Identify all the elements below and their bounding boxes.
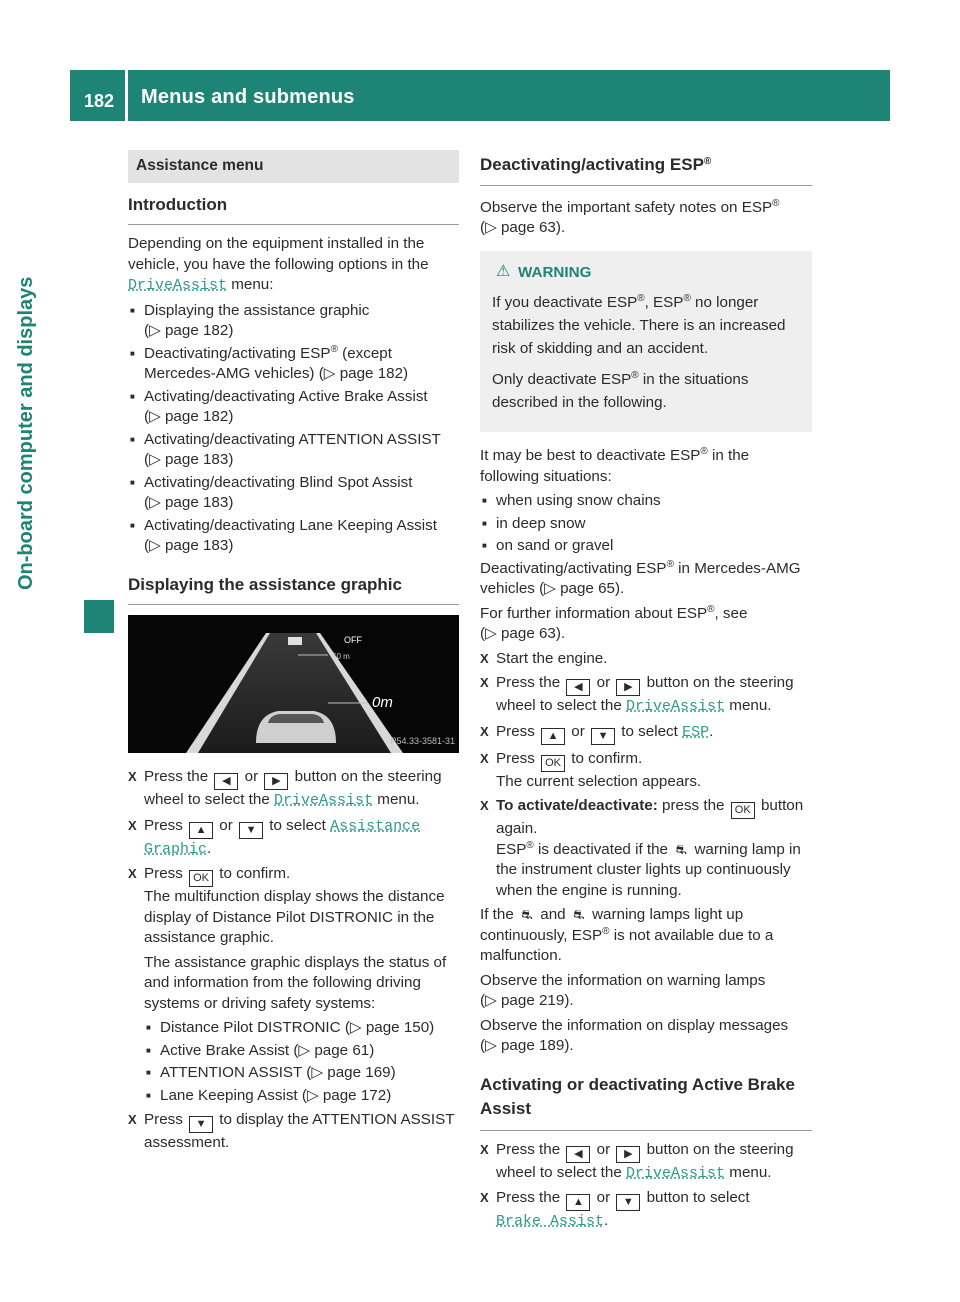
assistance-menu-heading: Assistance menu (128, 150, 459, 183)
step-attention-assessment: X Press ▼ to display the ATTENTION ASSIST assessment. (128, 1110, 459, 1154)
displaying-graphic-heading: Displaying the assistance graphic (128, 575, 459, 606)
right-arrow-key-icon: ▶ (616, 679, 640, 696)
step-select-graphic: X Press ▲ or ▼ to select Assistance Graphic. (128, 816, 459, 861)
best-paragraph: It may be best to deactivate ESP® in the following situations: (480, 446, 750, 485)
warning-box (480, 251, 812, 433)
step-confirm: X Press OK to confirm. The multifunction display shows the distance display of Distance Pilot DISTRONIC in the assistance graphic. The assistance graphic displays the status of and information from the following driving systems or driving safety systems: ■ Distance Pilot DISTRONIC (▷ page 150) ■ Active Brake Assist (▷ page 61) ■ ATTENTION ASSIST (▷ page 169) ■ Lane Keeping Assist (▷ page 172) (128, 864, 459, 1106)
list-item: ■ Activating/deactivating ATTENTION ASSIST (▷ page 183) (128, 430, 459, 471)
step-activate-deactivate: X To activate/deactivate: press the OK button again. ESP® is deactivated if the ⛐ warning lamp in the instrument cluster lights up continuously when the engine is running. (480, 796, 812, 901)
own-vehicle-windshield (268, 714, 324, 723)
down-arrow-key-icon: ▼ (591, 728, 615, 745)
image-code: P54.33-3581-31 (390, 735, 455, 746)
list-item: ■ on sand or gravel (480, 536, 812, 557)
warning-text-1: If you deactivate ESP®, ESP® no longer stabilizes the vehicle. There is an increased risk of skidding and an accident. (492, 293, 786, 357)
observe-messages: Observe the information on display messages (▷ page 189). (480, 1016, 789, 1054)
esp-off-warning-lamp-icon: ⛐ (675, 841, 687, 857)
step-select-brake-assist: X Press the ▲ or ▼ button to select Brake Assist. (480, 1188, 812, 1233)
list-item: ■ Activating/deactivating Active Brake Assist (▷ page 182) (128, 387, 459, 428)
introduction-heading: Introduction (128, 195, 459, 226)
list-item: ■ when using snow chains (480, 491, 812, 512)
header-divider (125, 70, 128, 121)
up-arrow-key-icon: ▲ (189, 822, 213, 839)
up-arrow-key-icon: ▲ (541, 728, 565, 745)
down-arrow-key-icon: ▼ (616, 1194, 640, 1211)
graphic-zero-label: 0m (372, 694, 393, 711)
step-select-esp: X Press ▲ or ▼ to select ESP. (480, 722, 812, 745)
right-column (480, 150, 812, 1237)
list-item: ■ ATTENTION ASSIST (▷ page 169) (144, 1063, 459, 1084)
malfunction-paragraph: If the ⛐ and ⛐ warning lamps light up continuously, ESP® is not available due to a malfunction. (480, 906, 774, 964)
esp-warning-lamp-icon: ⛐ (521, 907, 533, 922)
graphic-top-label: OFF (344, 635, 362, 645)
side-tab-label: On-board computer and displays (15, 276, 37, 590)
page-number: 182 (84, 91, 115, 111)
esp-off-warning-lamp-icon: ⛐ (573, 907, 585, 922)
warning-title: ⚠ WARNING (496, 262, 592, 281)
list-item: ■ in deep snow (480, 514, 812, 535)
step-select-menu: X Press the ◀ or ▶ button on the steering wheel to select the DriveAssist menu. (480, 1140, 812, 1185)
up-arrow-key-icon: ▲ (566, 1194, 590, 1211)
warning-text-2: Only deactivate ESP® in the situations described in the following. (492, 370, 749, 411)
left-arrow-key-icon: ◀ (566, 1146, 590, 1163)
down-arrow-key-icon: ▼ (189, 1116, 213, 1133)
list-item: ■ Active Brake Assist (▷ page 61) (144, 1041, 459, 1062)
step-confirm: X Press OK to confirm. The current selection appears. (480, 749, 812, 793)
list-item: ■ Deactivating/activating ESP® (except Mercedes-AMG vehicles) (▷ page 182) (128, 344, 459, 385)
graphic-distance-label: 50 m (332, 652, 350, 661)
ok-key-icon: OK (731, 802, 755, 819)
esp-heading: Deactivating/activating ESP® (480, 155, 812, 186)
list-item: ■ Displaying the assistance graphic (▷ page 182) (128, 301, 459, 342)
amg-paragraph: Deactivating/activating ESP® in Mercedes-AMG vehicles (▷ page 65). (480, 558, 801, 597)
left-arrow-key-icon: ◀ (566, 679, 590, 696)
ok-key-icon: OK (189, 870, 213, 887)
right-arrow-key-icon: ▶ (616, 1146, 640, 1163)
left-arrow-key-icon: ◀ (214, 773, 238, 790)
lead-vehicle-icon (288, 637, 302, 645)
right-arrow-key-icon: ▶ (264, 773, 288, 790)
step-select-menu: X Press the ◀ or ▶ button on the steering wheel to select the DriveAssist menu. (128, 767, 459, 812)
down-arrow-key-icon: ▼ (239, 822, 263, 839)
step-select-menu: X Press the ◀ or ▶ button on the steering wheel to select the DriveAssist menu. (480, 673, 812, 718)
left-column (128, 150, 459, 1158)
assistance-graphic-image (128, 615, 459, 753)
active-brake-assist-heading: Activating or deactivating Active Brake Assist (480, 1073, 812, 1131)
intro-paragraph: Depending on the equipment installed in the vehicle, you have the following options in the DriveAssist menu: (128, 235, 429, 294)
list-item: ■ Distance Pilot DISTRONIC (▷ page 150) (144, 1018, 459, 1039)
list-item: ■ Activating/deactivating Blind Spot Assist (▷ page 183) (128, 473, 459, 514)
side-tab-marker (84, 600, 114, 633)
page-title: Menus and submenus (141, 86, 355, 108)
warning-triangle-icon: ⚠ (496, 262, 511, 280)
observe-notes: Observe the important safety notes on ESP® (▷ page 63). (480, 197, 780, 236)
step-start-engine: X Start the engine. (480, 649, 812, 670)
list-item: ■ Lane Keeping Assist (▷ page 172) (144, 1086, 459, 1107)
ok-key-icon: OK (541, 755, 565, 772)
list-item: ■ Activating/deactivating Lane Keeping Assist (▷ page 183) (128, 516, 459, 557)
drive-assist-menu-code: DriveAssist (128, 277, 228, 294)
further-paragraph: For further information about ESP®, see (▷ page 63). (480, 603, 748, 642)
observe-lamps: Observe the information on warning lamps (▷ page 219). (480, 971, 766, 1009)
